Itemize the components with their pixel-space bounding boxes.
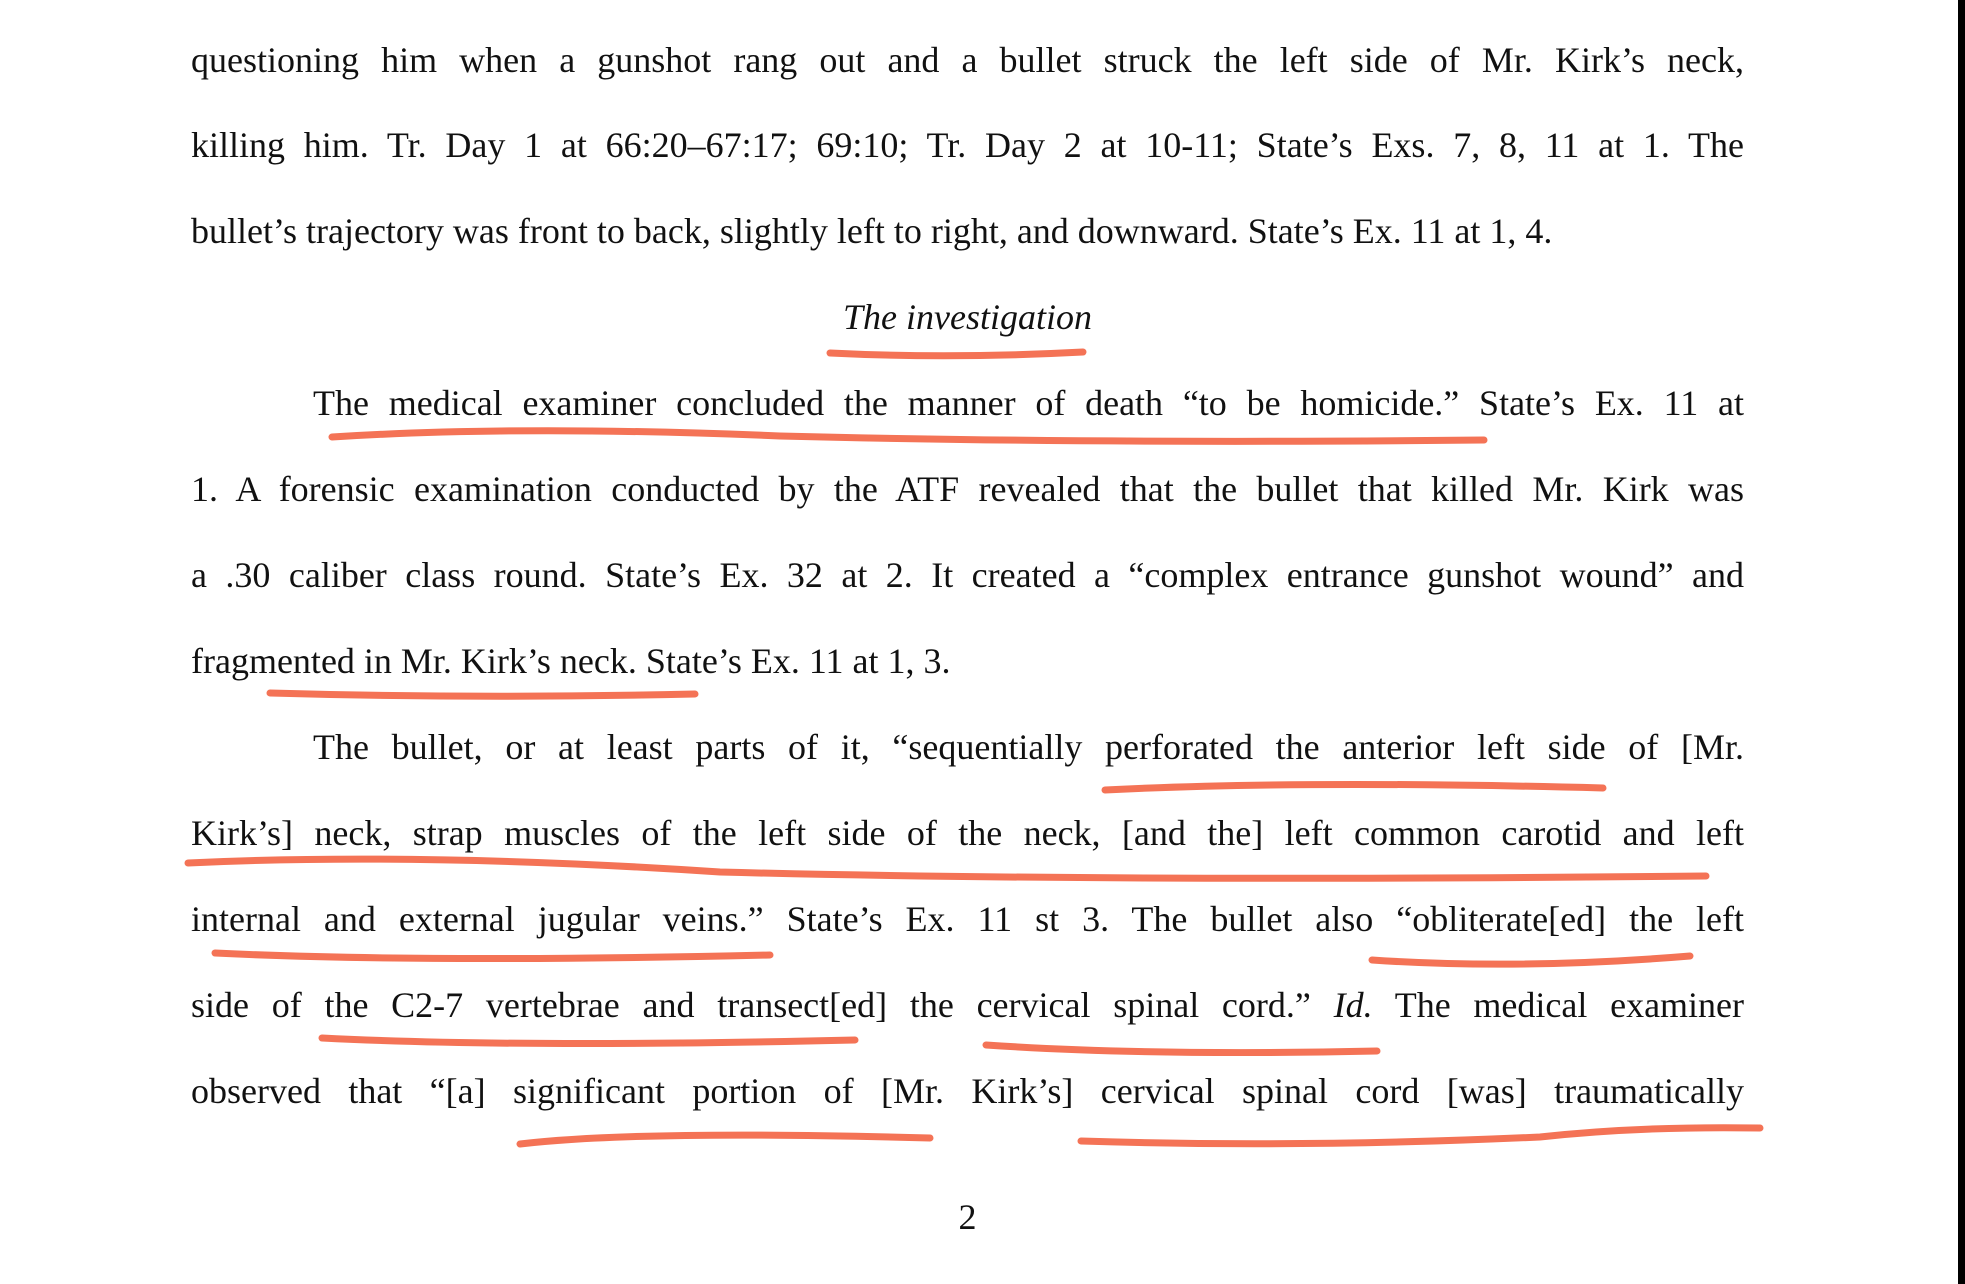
- body-line-1: questioning him when a gunshot rang out and a bullet struck the left side of Mr. Kirk’s neck,: [191, 40, 1744, 80]
- page-edge: [1958, 0, 1965, 1284]
- paragraph-2-line-3: internal and external jugular veins.” State’s Ex. 11 st 3. The bullet also “obliterate[ed] the left: [191, 899, 1744, 939]
- citation-id: Id.: [1333, 985, 1373, 1025]
- paragraph-2-line-2: Kirk’s] neck, strap muscles of the left side of the neck, [and the] left common carotid and left: [191, 813, 1744, 853]
- page-number: 2: [958, 1197, 977, 1237]
- paragraph-1-line-1: The medical examiner concluded the manner of death “to be homicide.” State’s Ex. 11 at: [313, 383, 1744, 423]
- paragraph-1-line-2: 1. A forensic examination conducted by the ATF revealed that the bullet that killed Mr. Kirk was: [191, 469, 1744, 509]
- underline-spinal-cord: [986, 1045, 1377, 1053]
- underline-obliterated: [1372, 956, 1690, 964]
- underline-c2-7-vertebrae: [322, 1038, 855, 1044]
- paragraph-2-line-1: The bullet, or at least parts of it, “sequentially perforated the anterior left side of [Mr.: [313, 727, 1744, 767]
- underline-cervical-spinal-cord: [1081, 1128, 1760, 1144]
- underline-fragmented-neck: [270, 693, 695, 696]
- body-line-2: killing him. Tr. Day 1 at 66:20–67:17; 69:10; Tr. Day 2 at 10-11; State’s Exs. 7, 8, 11 at 1. The: [191, 125, 1744, 165]
- underline-heading: [830, 352, 1083, 356]
- paragraph-1-line-3: a .30 caliber class round. State’s Ex. 32 at 2. It created a “complex entrance gunshot wound” and: [191, 555, 1744, 595]
- paragraph-2-line-5: observed that “[a] significant portion of [Mr. Kirk’s] cervical spinal cord [was] traumatically: [191, 1071, 1744, 1111]
- underline-neck-strap-muscles: [188, 859, 1706, 878]
- paragraph-1-line-4: fragmented in Mr. Kirk’s neck. State’s Ex. 11 at 1, 3.: [191, 641, 951, 681]
- underline-medical-examiner: [332, 431, 1484, 442]
- underline-significant-portion: [520, 1135, 930, 1144]
- section-heading: The investigation: [843, 297, 1092, 337]
- paragraph-2-line-4-text-a: side of the C2-7 vertebrae and transect[ed] the cervical spinal cord.”: [191, 985, 1334, 1025]
- underline-perforated: [1105, 784, 1603, 790]
- underline-jugular-veins: [215, 953, 770, 959]
- body-line-3: bullet’s trajectory was front to back, slightly left to right, and downward. State’s Ex. 11 at 1, 4.: [191, 211, 1553, 251]
- paragraph-2-line-4-text-b: The medical examiner: [1372, 985, 1745, 1025]
- paragraph-2-line-4: [191, 983, 1744, 1027]
